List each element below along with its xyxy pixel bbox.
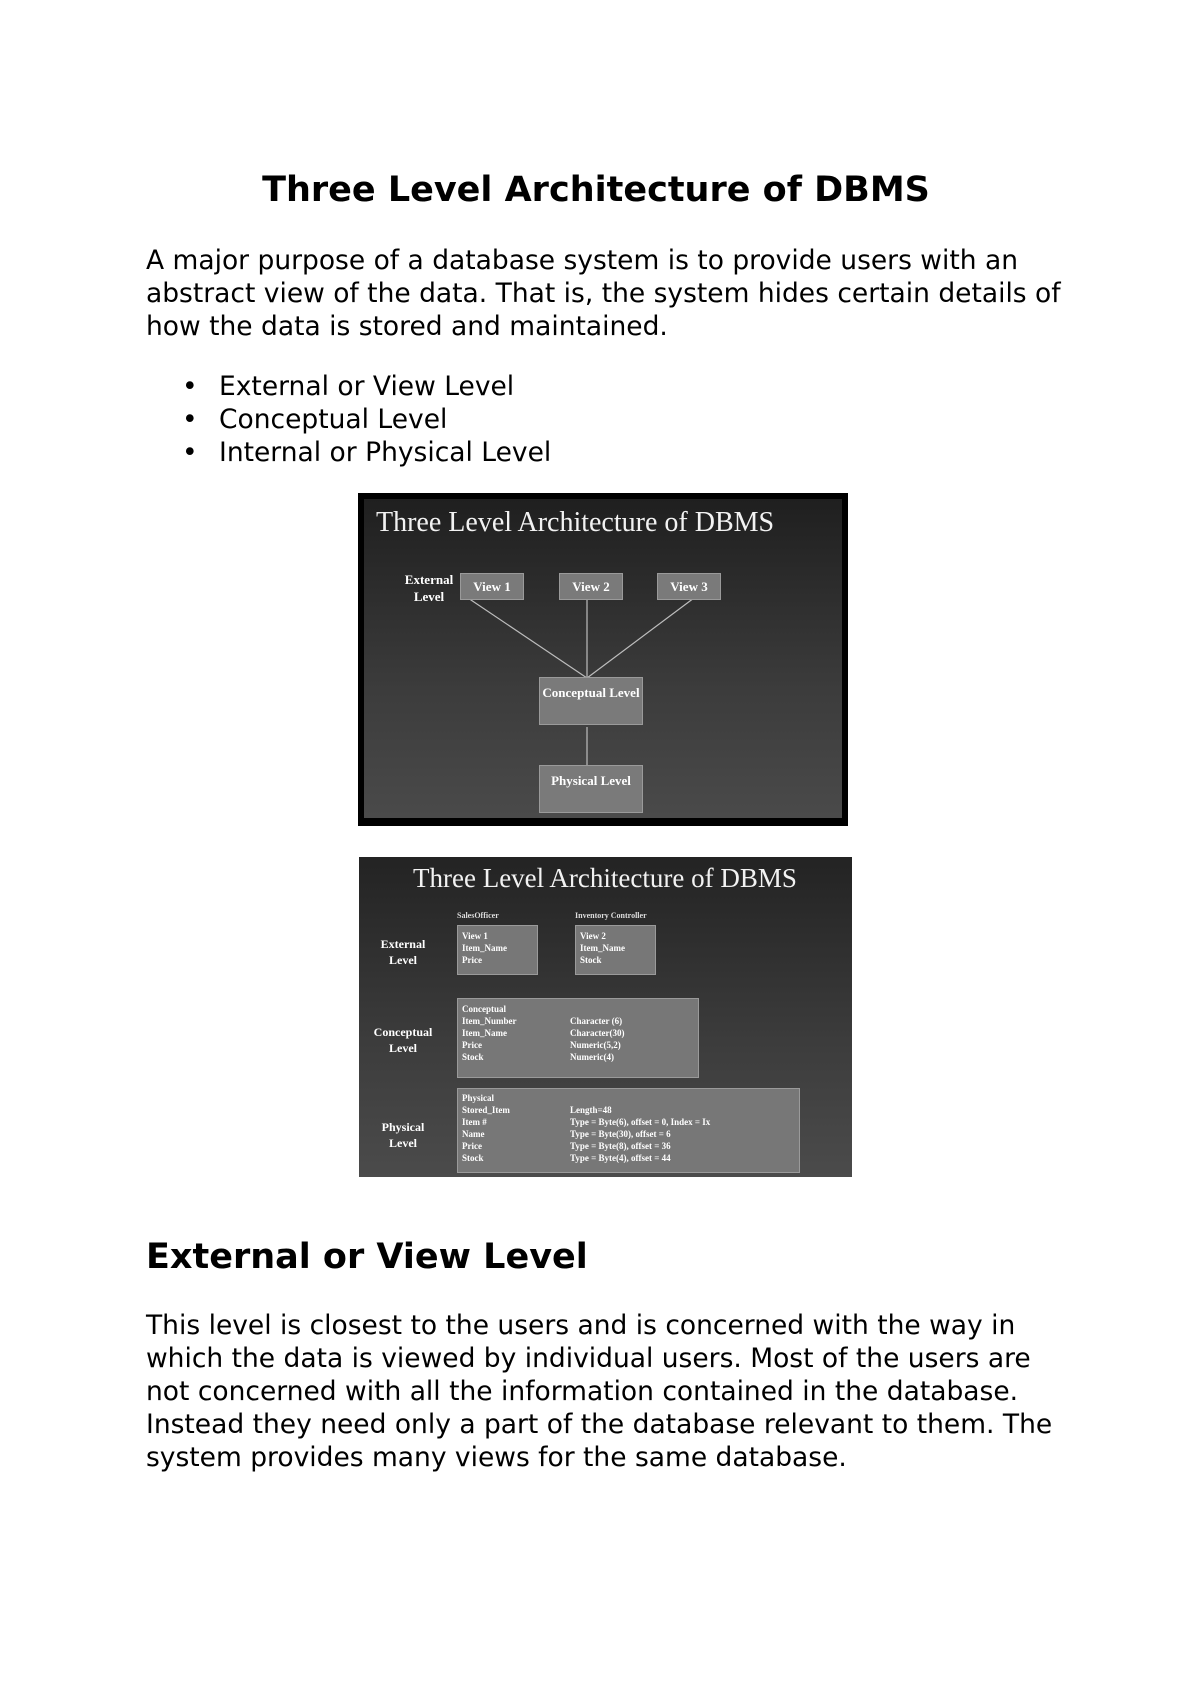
table-cell: Stock bbox=[462, 1153, 484, 1163]
user-label: Inventory Controller bbox=[575, 911, 647, 920]
table-cell: Item_Name bbox=[462, 1028, 507, 1038]
table-cell: Type = Byte(8), offset = 36 bbox=[570, 1141, 671, 1151]
physical-level-box: Physical Level bbox=[539, 765, 643, 813]
table-cell: Price bbox=[462, 1040, 482, 1050]
table-row bbox=[458, 1027, 698, 1039]
slide-title: Three Level Architecture of DBMS bbox=[413, 863, 797, 893]
table-cell: Name bbox=[462, 1129, 485, 1139]
table-cell: View 1 bbox=[462, 931, 488, 941]
physical-level-label: Physical Level bbox=[381, 1120, 425, 1150]
view-2-box bbox=[575, 925, 656, 975]
conceptual-level-box: Conceptual Level bbox=[539, 677, 643, 725]
page-title: Three Level Architecture of DBMS bbox=[262, 170, 930, 210]
table-header: Conceptual bbox=[462, 1004, 507, 1014]
table-row bbox=[458, 1128, 799, 1140]
table-cell: Type = Byte(4), offset = 44 bbox=[570, 1153, 671, 1163]
table-cell: Item # bbox=[462, 1117, 487, 1127]
user-label: SalesOfficer bbox=[457, 911, 499, 920]
architecture-detail-slide bbox=[359, 857, 852, 1177]
external-level-label: External Level bbox=[380, 937, 426, 967]
list-item: • Internal or Physical Level bbox=[146, 436, 551, 469]
table-cell: Stock bbox=[462, 1052, 484, 1062]
table-cell: Price bbox=[462, 1141, 482, 1151]
view-1-box bbox=[457, 925, 538, 975]
table-header: Physical bbox=[462, 1093, 495, 1103]
intro-paragraph: A major purpose of a database system is to provide users with an abstract view of the data. That is, the system hides certain details of how the data is stored and maintained. bbox=[146, 245, 1061, 342]
physical-schema-box bbox=[457, 1088, 800, 1173]
table-row bbox=[458, 1152, 799, 1164]
table-cell: Stock bbox=[580, 955, 602, 965]
table-cell: Stored_Item bbox=[462, 1105, 510, 1115]
table-row bbox=[458, 1051, 698, 1063]
list-item: • Conceptual Level bbox=[146, 403, 551, 436]
table-row bbox=[458, 1015, 698, 1027]
table-cell: Type = Byte(30), offset = 6 bbox=[570, 1129, 671, 1139]
architecture-diagram-slide bbox=[358, 493, 848, 826]
table-row bbox=[458, 1116, 799, 1128]
table-cell: Price bbox=[462, 955, 482, 965]
table-row bbox=[458, 1140, 799, 1152]
section-paragraph: This level is closest to the users and is concerned with the way in which the data is viewed by individual users. Most of the users are not concerned with all the information contained in the database. Instead they need only a part of the database relevant to them. The system provides many views for the same database. bbox=[146, 1310, 1053, 1473]
table-cell: Item_Number bbox=[462, 1016, 517, 1026]
table-cell: Item_Name bbox=[462, 943, 507, 953]
table-cell: View 2 bbox=[580, 931, 606, 941]
conceptual-level-label: Conceptual Level bbox=[373, 1025, 433, 1055]
table-cell: Character (6) bbox=[570, 1016, 623, 1026]
table-cell: Length=48 bbox=[570, 1105, 612, 1115]
table-row bbox=[458, 1039, 698, 1051]
levels-list bbox=[146, 370, 551, 469]
slide-title: Three Level Architecture of DBMS bbox=[376, 507, 775, 538]
table-cell: Item_Name bbox=[580, 943, 625, 953]
table-row bbox=[458, 1104, 799, 1116]
table-cell: Type = Byte(6), offset = 0, Index = Ix bbox=[570, 1117, 711, 1127]
table-cell: Character(30) bbox=[570, 1028, 625, 1038]
list-item: • External or View Level bbox=[146, 370, 551, 403]
external-level-label: External Level bbox=[404, 572, 454, 604]
conceptual-schema-box bbox=[457, 998, 699, 1078]
table-cell: Numeric(4) bbox=[570, 1052, 614, 1062]
table-cell: Numeric(5,2) bbox=[570, 1040, 621, 1050]
slide-background bbox=[364, 499, 842, 818]
view-3-box: View 3 bbox=[657, 573, 721, 600]
view-1-box: View 1 bbox=[460, 573, 524, 600]
section-title: External or View Level bbox=[146, 1237, 588, 1277]
view-2-box: View 2 bbox=[559, 573, 623, 600]
